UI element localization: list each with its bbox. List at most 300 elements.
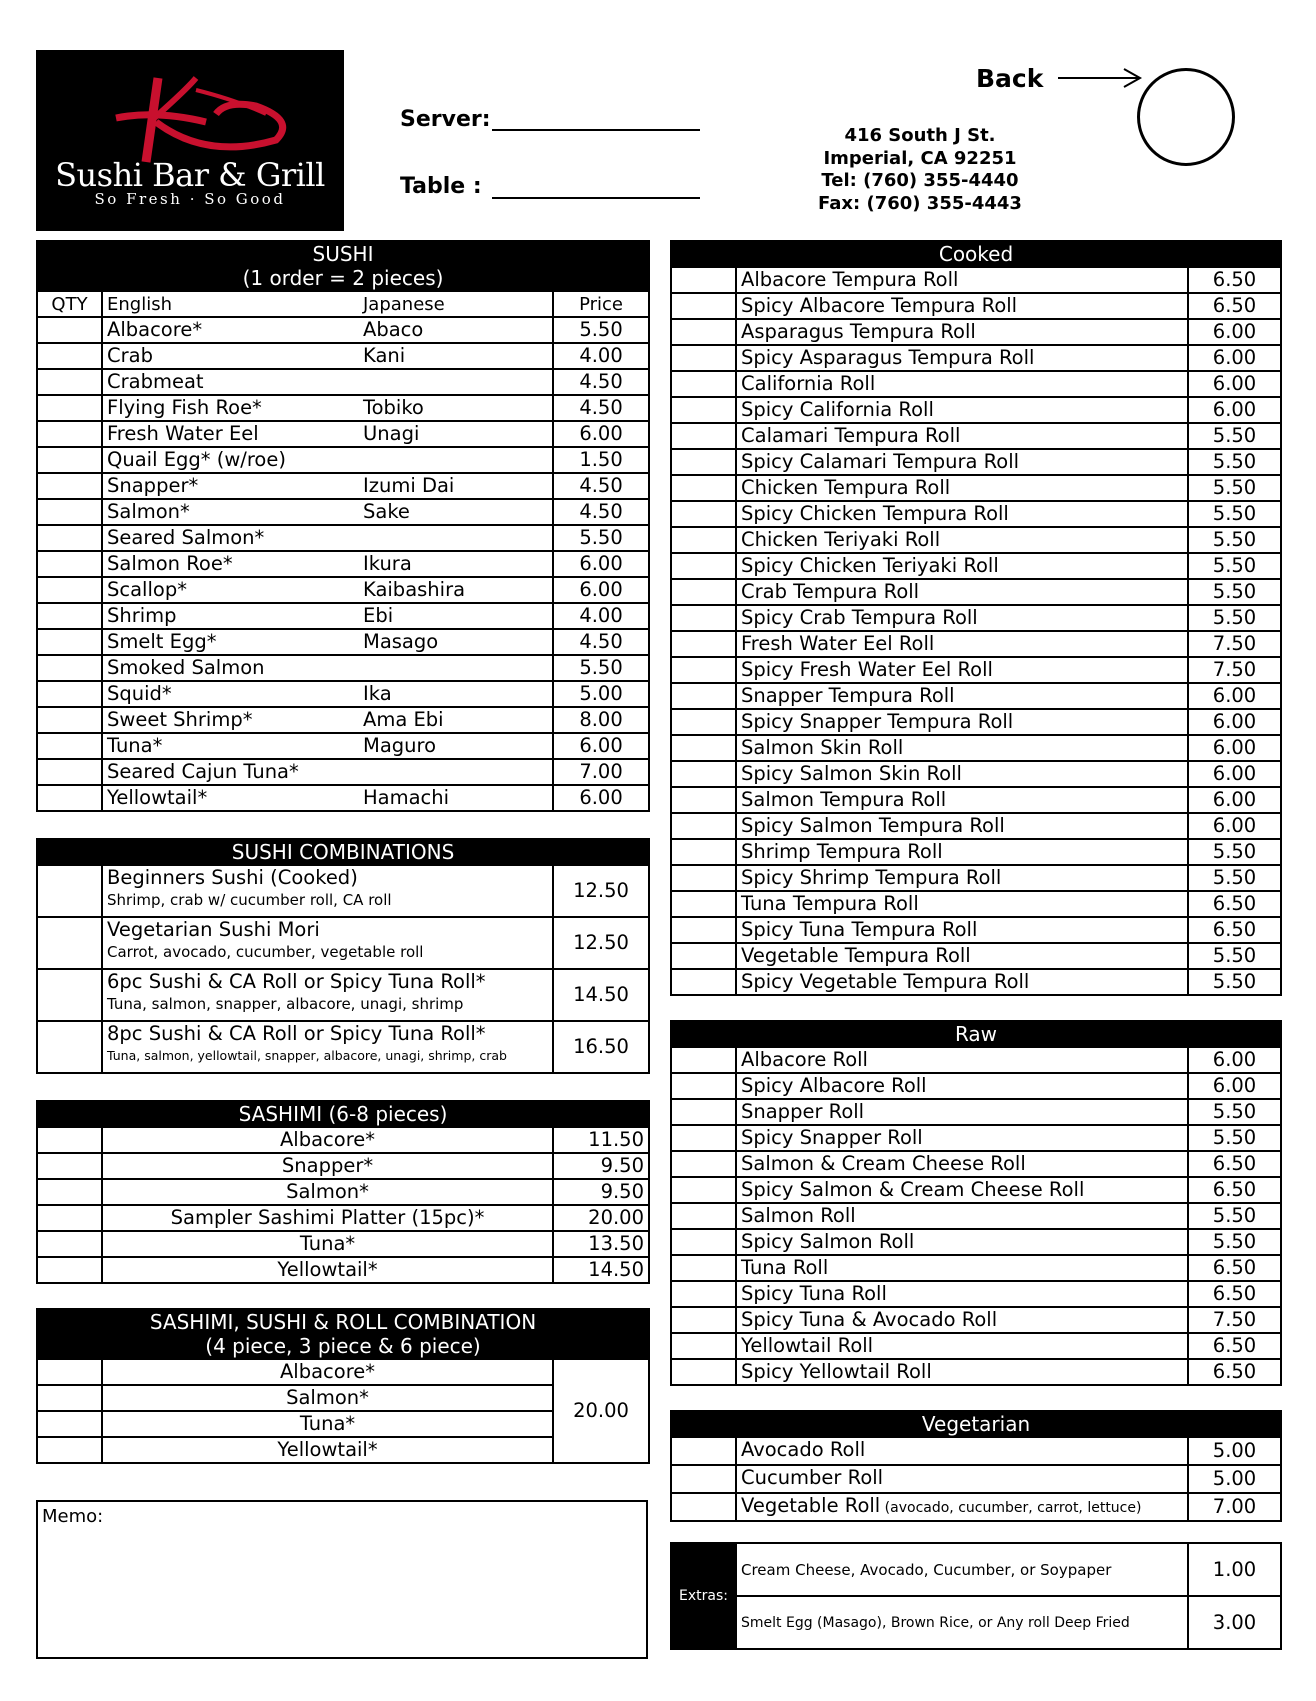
table-row — [37, 603, 649, 629]
qty-cell[interactable] — [671, 1073, 736, 1099]
qty-cell[interactable] — [37, 969, 102, 1021]
table-row — [37, 969, 649, 1021]
qty-cell[interactable] — [671, 475, 736, 501]
address-tel: Tel: (760) 355-4440 — [821, 170, 1019, 191]
item-price: 6.00 — [553, 577, 649, 603]
item-english: Seared Salmon* — [102, 525, 359, 551]
table-row — [671, 1333, 1281, 1359]
qty-cell[interactable] — [671, 1047, 736, 1073]
item-price: 6.00 — [553, 551, 649, 577]
roll-name: Spicy Calamari Tempura Roll — [736, 449, 1188, 475]
table-row — [671, 1437, 1281, 1465]
qty-cell[interactable] — [671, 657, 736, 683]
roll-name: Spicy Snapper Roll — [736, 1125, 1188, 1151]
table-row — [37, 707, 649, 733]
qty-cell[interactable] — [37, 317, 102, 343]
qty-cell[interactable] — [671, 1307, 736, 1333]
roll-name: Chicken Tempura Roll — [736, 475, 1188, 501]
item-english: Sweet Shrimp* — [102, 707, 359, 733]
sashimi-table — [36, 1100, 650, 1284]
roll-name: Fresh Water Eel Roll — [736, 631, 1188, 657]
item-japanese: Tobiko — [359, 395, 553, 421]
sashimi-price: 9.50 — [553, 1153, 649, 1179]
table-row — [671, 943, 1281, 969]
sashimi-item: Salmon* — [102, 1179, 553, 1205]
qty-cell[interactable] — [671, 1177, 736, 1203]
qty-cell[interactable] — [37, 1231, 102, 1257]
table-row — [37, 681, 649, 707]
qty-cell[interactable] — [37, 785, 102, 811]
qty-cell[interactable] — [671, 1437, 736, 1465]
table-field-line[interactable] — [492, 197, 700, 199]
table-row — [671, 865, 1281, 891]
table-row — [671, 1203, 1281, 1229]
table-row — [671, 1281, 1281, 1307]
item-japanese — [359, 369, 553, 395]
item-price: 4.00 — [553, 603, 649, 629]
roll-price: 6.00 — [1188, 735, 1281, 761]
server-field-line[interactable] — [492, 129, 700, 131]
qty-cell[interactable] — [671, 1493, 736, 1521]
table-row — [671, 761, 1281, 787]
roll-name: Spicy Albacore Tempura Roll — [736, 293, 1188, 319]
roll-price: 6.00 — [1188, 787, 1281, 813]
table-row — [671, 1047, 1281, 1073]
qty-cell[interactable] — [37, 551, 102, 577]
back-label: Back — [976, 64, 1044, 93]
qty-cell[interactable] — [37, 1385, 102, 1411]
table-row — [37, 1205, 649, 1231]
roll-price: 5.50 — [1188, 501, 1281, 527]
qty-cell[interactable] — [671, 917, 736, 943]
table-row — [671, 917, 1281, 943]
vegetarian-title: Vegetarian — [671, 1411, 1281, 1437]
qty-cell[interactable] — [37, 733, 102, 759]
qty-cell[interactable] — [671, 1125, 736, 1151]
combo-item — [102, 917, 553, 969]
memo-box[interactable] — [36, 1500, 648, 1659]
combo-description: Tuna, salmon, yellowtail, snapper, albacore, unagi, shrimp, crab — [107, 1048, 507, 1063]
combo-price: 12.50 — [553, 865, 649, 917]
roll-price: 5.50 — [1188, 943, 1281, 969]
qty-cell[interactable] — [37, 473, 102, 499]
qty-cell[interactable] — [37, 629, 102, 655]
table-row — [37, 759, 649, 785]
table-row — [671, 1151, 1281, 1177]
qty-cell[interactable] — [671, 319, 736, 345]
item-english: Smoked Salmon — [102, 655, 359, 681]
roll-price: 6.00 — [1188, 371, 1281, 397]
memo-label: Memo: — [42, 1506, 104, 1527]
roll-name: Salmon Skin Roll — [736, 735, 1188, 761]
item-price: 5.50 — [553, 525, 649, 551]
roll-price: 5.50 — [1188, 553, 1281, 579]
item-price: 5.00 — [553, 681, 649, 707]
qty-cell[interactable] — [37, 865, 102, 917]
qty-cell[interactable] — [671, 501, 736, 527]
roll-price: 6.50 — [1188, 1359, 1281, 1385]
roll-price: 7.00 — [1188, 1493, 1281, 1521]
sashimi-item: Yellowtail* — [102, 1257, 553, 1283]
roll-name: Spicy Salmon Skin Roll — [736, 761, 1188, 787]
roll-name: Spicy Snapper Tempura Roll — [736, 709, 1188, 735]
item-english: Shrimp — [102, 603, 359, 629]
item-english: Squid* — [102, 681, 359, 707]
sushi-table — [36, 240, 650, 812]
item-english: Tuna* — [102, 733, 359, 759]
table-row — [671, 605, 1281, 631]
roll-price: 6.50 — [1188, 267, 1281, 293]
sashimi-item: Sampler Sashimi Platter (15pc)* — [102, 1205, 553, 1231]
table-row — [37, 577, 649, 603]
table-row — [671, 553, 1281, 579]
combo-price: 16.50 — [553, 1021, 649, 1073]
ssr-item: Tuna* — [102, 1411, 553, 1437]
combo-description: Carrot, avocado, cucumber, vegetable roll — [107, 943, 424, 961]
ssr-title-text: SASHIMI, SUSHI & ROLL COMBINATION — [149, 1310, 537, 1334]
sashimi-title — [37, 1101, 649, 1127]
roll-name: Asparagus Tempura Roll — [736, 319, 1188, 345]
table-row — [671, 891, 1281, 917]
table-row — [671, 709, 1281, 735]
combo-description: Shrimp, crab w/ cucumber roll, CA roll — [107, 891, 392, 909]
qty-cell[interactable] — [671, 735, 736, 761]
table-row — [37, 1021, 649, 1073]
roll-name: Chicken Teriyaki Roll — [736, 527, 1188, 553]
item-japanese: Kaibashira — [359, 577, 553, 603]
table-row — [671, 449, 1281, 475]
qty-cell[interactable] — [37, 395, 102, 421]
qty-cell[interactable] — [671, 345, 736, 371]
table-row — [671, 1099, 1281, 1125]
sashimi-item: Tuna* — [102, 1231, 553, 1257]
qty-cell[interactable] — [37, 1127, 102, 1153]
roll-price: 6.50 — [1188, 1177, 1281, 1203]
table-row — [37, 785, 649, 811]
address-street: 416 South J St. — [844, 125, 996, 146]
roll-price: 5.50 — [1188, 579, 1281, 605]
item-english: Albacore* — [102, 317, 359, 343]
qty-cell[interactable] — [671, 709, 736, 735]
roll-price: 5.50 — [1188, 1125, 1281, 1151]
table-row — [671, 1125, 1281, 1151]
roll-price: 6.50 — [1188, 1151, 1281, 1177]
qty-cell[interactable] — [671, 1281, 736, 1307]
table-row — [37, 317, 649, 343]
qty-cell[interactable] — [671, 1333, 736, 1359]
qty-cell[interactable] — [671, 371, 736, 397]
roll-price: 5.50 — [1188, 969, 1281, 995]
extras-price-2: 3.00 — [1188, 1596, 1281, 1649]
qty-cell[interactable] — [671, 787, 736, 813]
table-row — [37, 525, 649, 551]
qty-cell[interactable] — [671, 761, 736, 787]
roll-price: 5.00 — [1188, 1437, 1281, 1465]
qty-cell[interactable] — [37, 369, 102, 395]
table-row — [671, 735, 1281, 761]
roll-price: 6.50 — [1188, 293, 1281, 319]
item-english: Salmon Roe* — [102, 551, 359, 577]
roll-name: Spicy Salmon Tempura Roll — [736, 813, 1188, 839]
table-row — [37, 447, 649, 473]
roll-name: Spicy Shrimp Tempura Roll — [736, 865, 1188, 891]
qty-cell[interactable] — [37, 447, 102, 473]
qty-cell[interactable] — [671, 839, 736, 865]
table-row — [37, 395, 649, 421]
item-price: 7.00 — [553, 759, 649, 785]
roll-name: Spicy Salmon & Cream Cheese Roll — [736, 1177, 1188, 1203]
roll-name: Salmon Tempura Roll — [736, 787, 1188, 813]
item-price: 4.00 — [553, 343, 649, 369]
combo-item — [102, 1021, 553, 1073]
restaurant-logo — [36, 50, 344, 231]
table-row — [671, 969, 1281, 995]
qty-cell[interactable] — [37, 577, 102, 603]
qty-cell[interactable] — [671, 423, 736, 449]
roll-name: Yellowtail Roll — [736, 1333, 1188, 1359]
item-english: Salmon* — [102, 499, 359, 525]
roll-name: Snapper Roll — [736, 1099, 1188, 1125]
raw-rolls-table — [670, 1020, 1282, 1386]
qty-cell[interactable] — [671, 1151, 736, 1177]
col-japanese: Japanese — [359, 291, 553, 317]
sushi-title — [37, 241, 649, 291]
sashimi-item: Albacore* — [102, 1127, 553, 1153]
table-row — [671, 1493, 1281, 1521]
roll-price: 5.50 — [1188, 449, 1281, 475]
qty-cell[interactable] — [671, 553, 736, 579]
back-circle[interactable] — [1137, 68, 1235, 166]
qty-cell[interactable] — [37, 421, 102, 447]
item-price: 8.00 — [553, 707, 649, 733]
qty-cell[interactable] — [37, 1437, 102, 1463]
roll-price: 6.50 — [1188, 1281, 1281, 1307]
ssr-item: Albacore* — [102, 1359, 553, 1385]
qty-cell[interactable] — [37, 343, 102, 369]
qty-cell[interactable] — [671, 579, 736, 605]
table-row — [671, 631, 1281, 657]
item-japanese: Ebi — [359, 603, 553, 629]
roll-name: Spicy Tuna & Avocado Roll — [736, 1307, 1188, 1333]
qty-cell[interactable] — [37, 1179, 102, 1205]
qty-cell[interactable] — [671, 293, 736, 319]
item-price: 4.50 — [553, 499, 649, 525]
table-row — [37, 499, 649, 525]
table-row — [671, 527, 1281, 553]
table-row — [671, 267, 1281, 293]
qty-cell[interactable] — [671, 865, 736, 891]
table-row — [671, 1465, 1281, 1493]
qty-cell[interactable] — [671, 969, 736, 995]
qty-cell[interactable] — [37, 499, 102, 525]
combo-name: Vegetarian Sushi Mori — [107, 918, 320, 941]
item-japanese: Unagi — [359, 421, 553, 447]
item-price: 4.50 — [553, 473, 649, 499]
combos-title: SUSHI COMBINATIONS — [37, 839, 649, 865]
qty-cell[interactable] — [671, 1099, 736, 1125]
table-row — [37, 1153, 649, 1179]
table-row — [37, 551, 649, 577]
table-row — [37, 655, 649, 681]
combo-name: Beginners Sushi (Cooked) — [107, 866, 358, 889]
item-japanese: Ama Ebi — [359, 707, 553, 733]
qty-cell[interactable] — [671, 683, 736, 709]
roll-name: Tuna Tempura Roll — [736, 891, 1188, 917]
qty-cell[interactable] — [37, 707, 102, 733]
roll-name: Spicy Fresh Water Eel Roll — [736, 657, 1188, 683]
ssr-item: Salmon* — [102, 1385, 553, 1411]
item-price: 1.50 — [553, 447, 649, 473]
item-price: 5.50 — [553, 317, 649, 343]
qty-cell[interactable] — [37, 681, 102, 707]
qty-cell[interactable] — [37, 655, 102, 681]
roll-price: 5.50 — [1188, 1229, 1281, 1255]
table-row — [37, 473, 649, 499]
roll-name: Avocado Roll — [741, 1438, 866, 1461]
combo-item — [102, 865, 553, 917]
qty-cell[interactable] — [671, 1229, 736, 1255]
qty-cell[interactable] — [37, 525, 102, 551]
qty-cell[interactable] — [671, 267, 736, 293]
sushi-title-text: SUSHI — [312, 242, 374, 266]
sashimi-price: 14.50 — [553, 1257, 649, 1283]
roll-price: 5.50 — [1188, 527, 1281, 553]
qty-cell[interactable] — [671, 1465, 736, 1493]
roll-price: 6.00 — [1188, 319, 1281, 345]
roll-name: Spicy Crab Tempura Roll — [736, 605, 1188, 631]
qty-cell[interactable] — [37, 1021, 102, 1073]
roll-name: Spicy Albacore Roll — [736, 1073, 1188, 1099]
item-japanese — [359, 655, 553, 681]
qty-cell[interactable] — [671, 1359, 736, 1385]
roll-name: Crab Tempura Roll — [736, 579, 1188, 605]
table-row — [671, 345, 1281, 371]
qty-cell[interactable] — [37, 1257, 102, 1283]
table-label: Table : — [400, 174, 482, 199]
table-row — [671, 683, 1281, 709]
table-row — [37, 733, 649, 759]
sashimi-price: 13.50 — [553, 1231, 649, 1257]
roll-price: 6.00 — [1188, 397, 1281, 423]
qty-cell[interactable] — [671, 813, 736, 839]
item-english: Seared Cajun Tuna* — [102, 759, 359, 785]
roll-name: Salmon Roll — [736, 1203, 1188, 1229]
table-row — [671, 319, 1281, 345]
combo-name: 8pc Sushi & CA Roll or Spicy Tuna Roll* — [107, 1022, 486, 1045]
extras-item-1: Cream Cheese, Avocado, Cucumber, or Soypaper — [736, 1543, 1188, 1596]
roll-name: Tuna Roll — [736, 1255, 1188, 1281]
roll-price: 5.50 — [1188, 839, 1281, 865]
table-row — [37, 343, 649, 369]
logo-name: Sushi Bar & Grill — [55, 156, 325, 194]
qty-cell[interactable] — [671, 1255, 736, 1281]
roll-name: Spicy Salmon Roll — [736, 1229, 1188, 1255]
item-price: 4.50 — [553, 369, 649, 395]
qty-cell[interactable] — [671, 397, 736, 423]
ssr-price: 20.00 — [553, 1359, 649, 1463]
roll-price: 6.00 — [1188, 709, 1281, 735]
roll-price: 6.50 — [1188, 1333, 1281, 1359]
col-price: Price — [553, 291, 649, 317]
raw-title: Raw — [671, 1021, 1281, 1047]
table-row — [671, 397, 1281, 423]
ssr-subtitle: (4 piece, 3 piece & 6 piece) — [205, 1334, 481, 1358]
table-row — [37, 865, 649, 917]
roll-price: 5.50 — [1188, 865, 1281, 891]
item-japanese: Izumi Dai — [359, 473, 553, 499]
roll-name: Spicy Chicken Tempura Roll — [736, 501, 1188, 527]
roll-price: 6.00 — [1188, 683, 1281, 709]
col-english: English — [102, 291, 359, 317]
qty-cell[interactable] — [37, 917, 102, 969]
sashimi-price: 20.00 — [553, 1205, 649, 1231]
table-row — [37, 1359, 649, 1385]
table-row — [37, 1231, 649, 1257]
qty-cell[interactable] — [37, 1153, 102, 1179]
combo-price: 14.50 — [553, 969, 649, 1021]
vegetarian-rolls-table — [670, 1410, 1282, 1522]
item-english: Fresh Water Eel — [102, 421, 359, 447]
ssr-title — [37, 1309, 649, 1359]
qty-cell[interactable] — [37, 759, 102, 785]
roll-price: 6.50 — [1188, 1255, 1281, 1281]
table-row — [671, 787, 1281, 813]
roll-name: Spicy Vegetable Tempura Roll — [736, 969, 1188, 995]
combo-item — [102, 969, 553, 1021]
table-row — [671, 1177, 1281, 1203]
qty-cell[interactable] — [671, 605, 736, 631]
table-row — [671, 1307, 1281, 1333]
item-japanese: Ika — [359, 681, 553, 707]
qty-cell[interactable] — [37, 603, 102, 629]
sushi-combinations-table — [36, 838, 650, 1074]
table-row — [671, 813, 1281, 839]
item-english: Smelt Egg* — [102, 629, 359, 655]
table-row — [37, 1257, 649, 1283]
item-english: Yellowtail* — [102, 785, 359, 811]
qty-cell[interactable] — [37, 1205, 102, 1231]
qty-cell[interactable] — [37, 1359, 102, 1385]
item-price: 5.50 — [553, 655, 649, 681]
sashimi-title-text: SASHIMI — [238, 1102, 323, 1126]
roll-name: Spicy Chicken Teriyaki Roll — [736, 553, 1188, 579]
qty-cell[interactable] — [671, 1203, 736, 1229]
arrow-right-icon — [1058, 66, 1144, 90]
item-english: Flying Fish Roe* — [102, 395, 359, 421]
qty-cell[interactable] — [671, 891, 736, 917]
roll-name: California Roll — [736, 371, 1188, 397]
table-row — [37, 1127, 649, 1153]
roll-name-cell — [736, 1493, 1188, 1521]
qty-cell[interactable] — [37, 1411, 102, 1437]
sushi-subtitle: (1 order = 2 pieces) — [242, 266, 444, 290]
ssr-item: Yellowtail* — [102, 1437, 553, 1463]
restaurant-address — [790, 125, 1050, 215]
cooked-title: Cooked — [671, 241, 1281, 267]
qty-cell[interactable] — [671, 943, 736, 969]
qty-cell[interactable] — [671, 449, 736, 475]
roll-price: 6.50 — [1188, 891, 1281, 917]
sashimi-subtitle: (6-8 pieces) — [322, 1102, 448, 1126]
qty-cell[interactable] — [671, 527, 736, 553]
roll-name: Snapper Tempura Roll — [736, 683, 1188, 709]
roll-name: Vegetable Tempura Roll — [736, 943, 1188, 969]
qty-cell[interactable] — [671, 631, 736, 657]
item-english: Snapper* — [102, 473, 359, 499]
roll-name: Albacore Tempura Roll — [736, 267, 1188, 293]
table-row — [37, 917, 649, 969]
extras-price-1: 1.00 — [1188, 1543, 1281, 1596]
